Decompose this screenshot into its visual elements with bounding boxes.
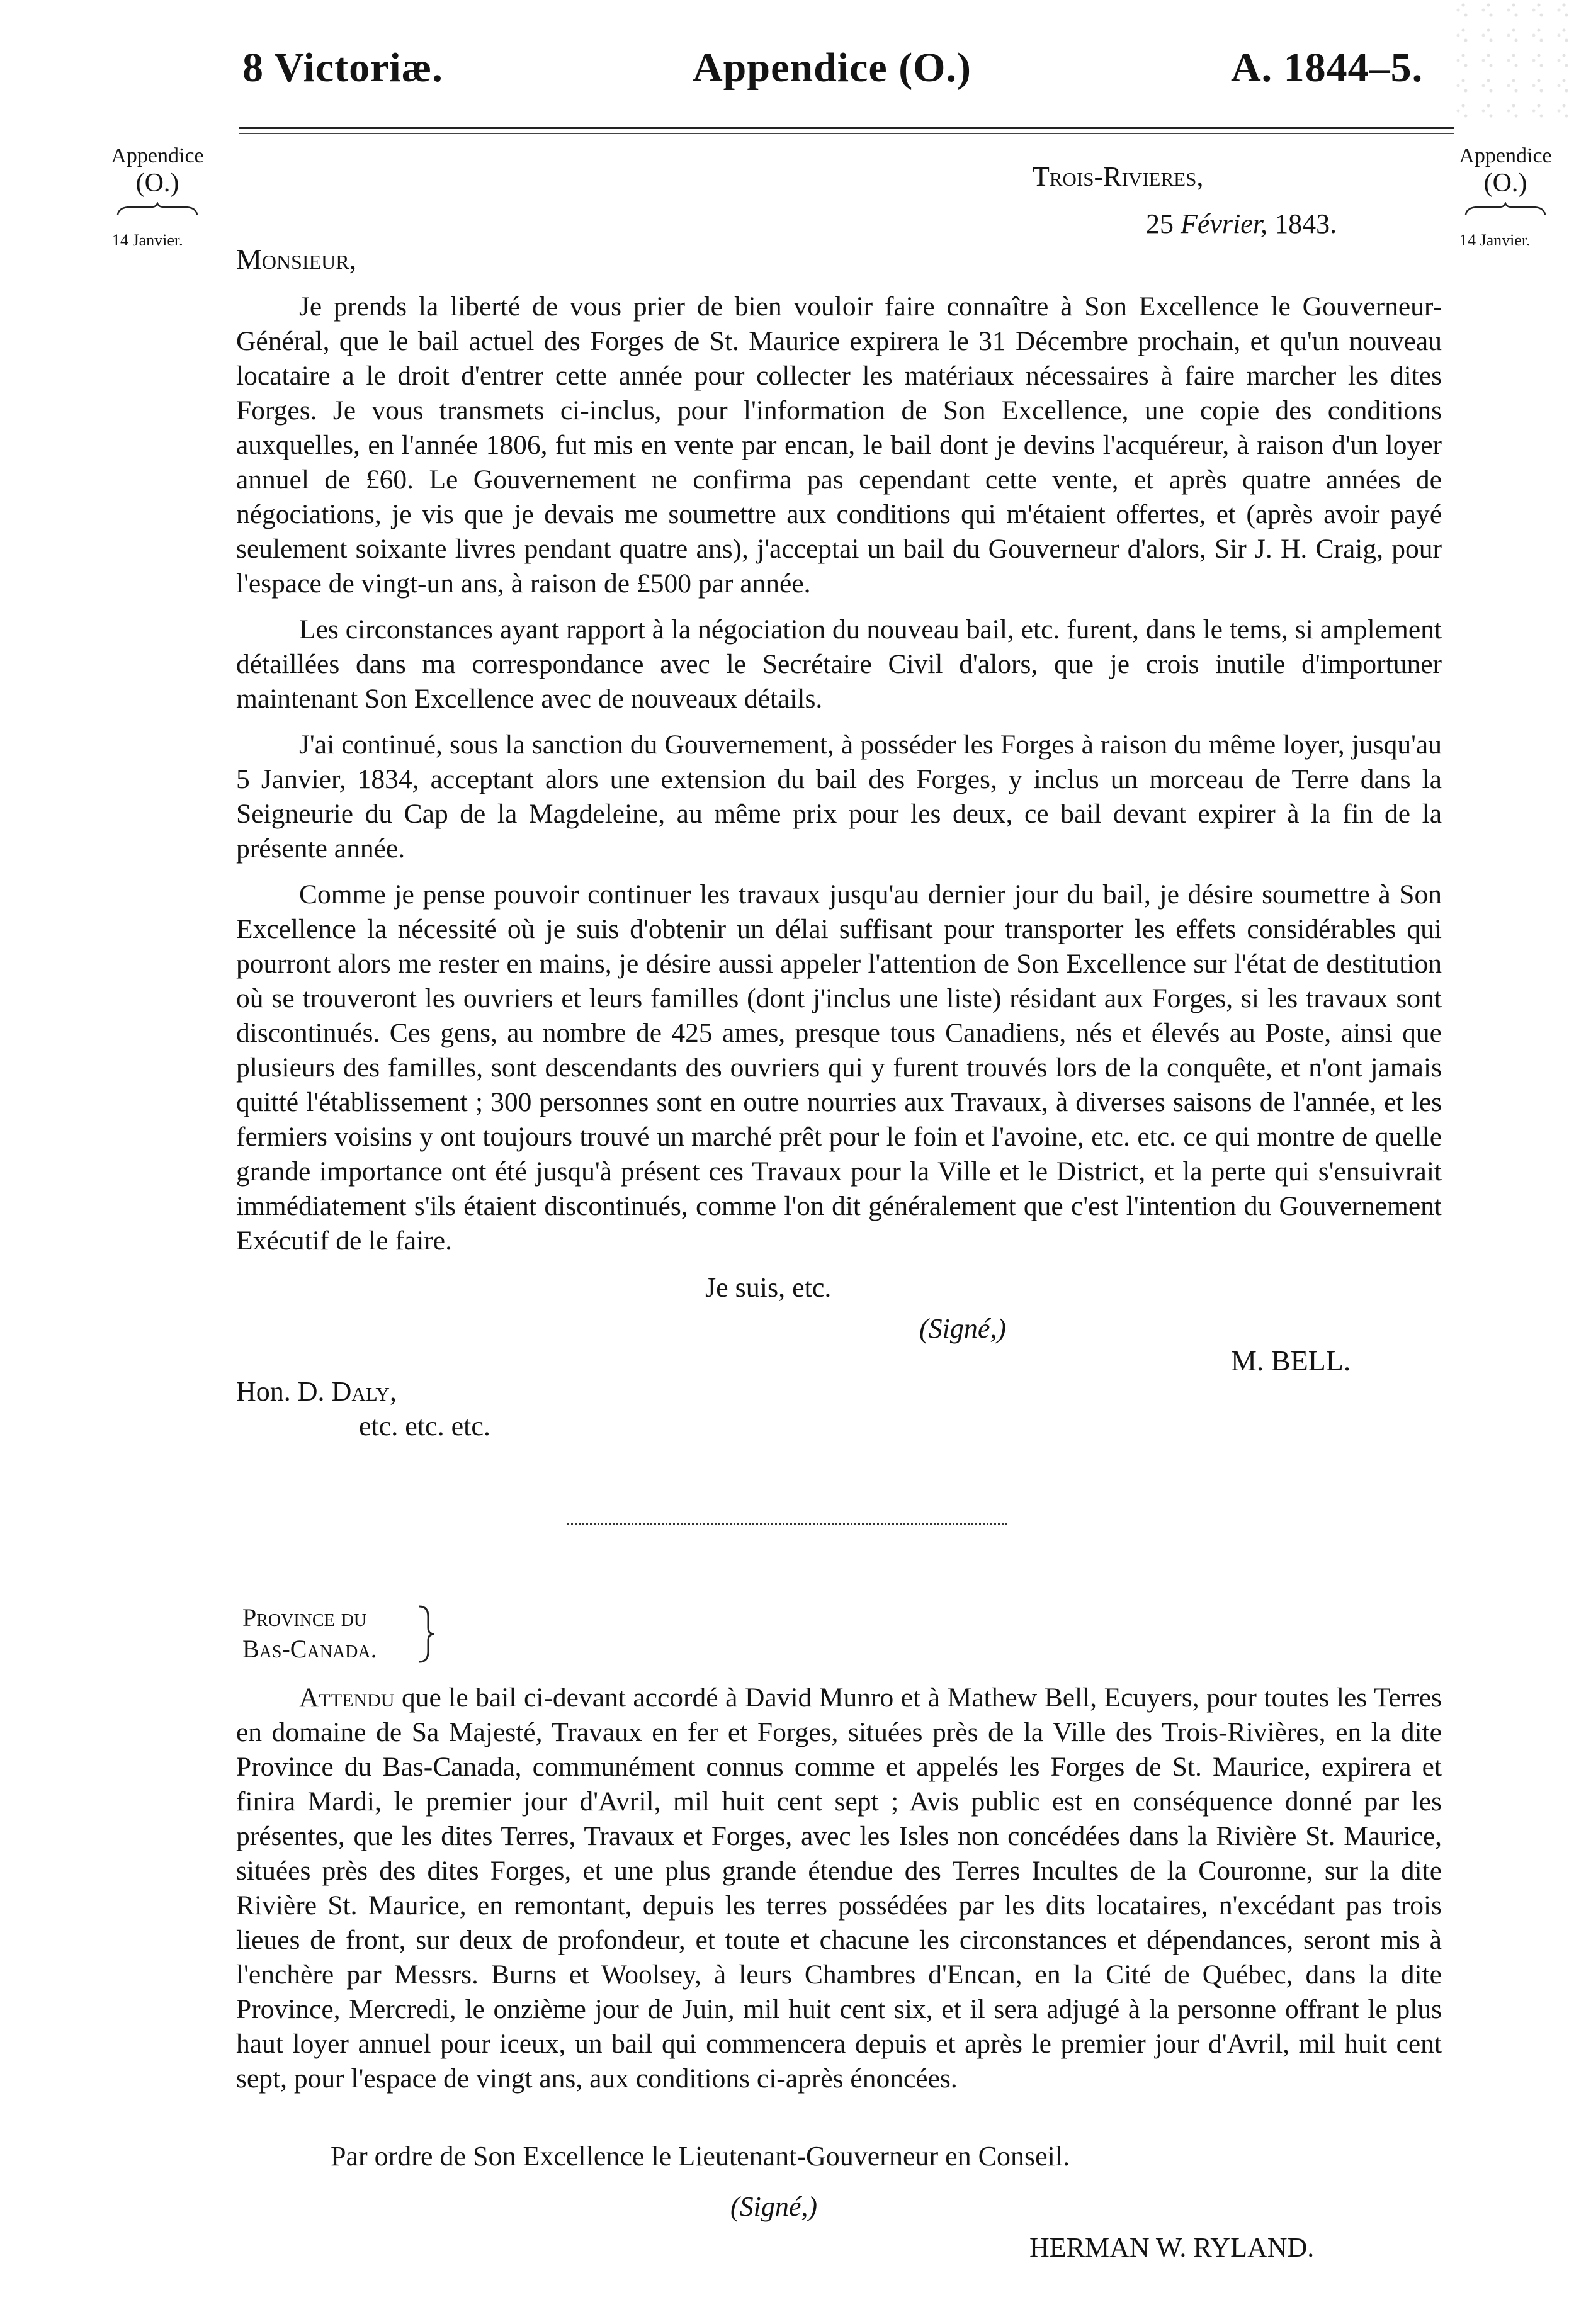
letter-paragraph-2: Les circonstances ayant rapport à la négociation du nouveau bail, etc. furent, dans le tems, si amplement détaillées dans ma correspondance avec le Secrétaire Civil d'alors, que je crois inutile d'importuner maintenant Son Excellence avec de nouveaux détails.: [236, 614, 1442, 714]
letter-place: Trois-Rivieres,: [1033, 161, 1204, 192]
margin-date: 14 Janvier.: [112, 231, 183, 250]
brace-icon: [116, 202, 198, 216]
section-separator: [567, 1523, 1007, 1525]
margin-note-right: [1446, 144, 1565, 250]
scan-speckle: [1443, 0, 1569, 126]
letter-signature: M. BELL.: [1231, 1345, 1351, 1377]
letter-date-day: 25: [1146, 208, 1174, 239]
margin-appendix-letter: (O.): [1483, 169, 1527, 198]
brace-icon: [1464, 202, 1546, 216]
notice-paragraph: [236, 1681, 1442, 2096]
notice-signature: HERMAN W. RYLAND.: [1029, 2232, 1315, 2263]
curly-brace-icon: [416, 1604, 437, 1664]
letter-date-month: Février,: [1181, 208, 1268, 239]
header-rule-bottom: [239, 133, 1454, 134]
margin-date: 14 Janvier.: [1459, 231, 1531, 250]
addressee-etc: etc. etc. etc.: [359, 1411, 490, 1441]
letter-body: [236, 290, 1442, 1258]
notice-body: [236, 1681, 1442, 2096]
margin-label: Appendice: [111, 144, 204, 167]
province-line-2: Bas-Canada.: [242, 1635, 377, 1663]
letter-addressee: [236, 1375, 397, 1407]
letter-paragraph-1: Je prends la liberté de vous prier de bien vouloir faire connaître à Son Excellence le Gouverneur-Général, que le bail actuel des Forges de St. Maurice expirera le 31 Décembre prochain, et qu'un nouveau locataire a le droit d'entrer cette année pour collecter les matériaux nécessaires à faire marcher les dites Forges. Je vous transmets ci-inclus, pour l'information de Son Excellence, une copie des conditions auxquelles, en l'année 1806, fut mis en vente par encan, le bail dont je devins l'acquéreur, à raison d'un loyer annuel de £60. Le Gouvernement ne confirma pas cependant cette vente, et après quatre années de négociations, je vis que je devais me soumettre aux conditions qui m'étaient offertes, et (après avoir payé seulement soixante livres pendant quatre ans), j'acceptai un bail du Gouverneur d'alors, Sir J. H. Craig, pour l'espace de vingt-un ans, à raison de £500 par année.: [236, 291, 1442, 599]
letter-salutation: Monsieur,: [236, 243, 357, 275]
province-line-1: Province du: [242, 1603, 367, 1632]
addressee-prefix: Hon. D.: [236, 1376, 325, 1407]
margin-note-left: [94, 144, 220, 250]
margin-appendix-letter: (O.): [135, 169, 179, 198]
header-title: Appendice (O.): [693, 45, 971, 91]
margin-label: Appendice: [1459, 144, 1552, 167]
letter-paragraph-4: Comme je pense pouvoir continuer les travaux jusqu'au dernier jour du bail, je désire soumettre à Son Excellence la nécessité où je suis d'obtenir un délai suffisant pour transporter les effets considérables qui pourront alors me rester en mains, je désire aussi appeler l'attention de Son Excellence sur l'état de destitution où se trouveront les ouvriers et leurs familles (dont j'inclus une liste) résidant aux Forges, si les travaux sont discontinués. Ces gens, au nombre de 425 ames, presque tous Canadiens, nés et élevés au Poste, ainsi que plusieurs des familles, sont descendants des ouvriers qui y furent trouvés lors de la conquête, et n'ont jamais quitté l'établissement ; 300 personnes sont en outre nourries aux Travaux, à diverses saisons de l'année, et les fermiers voisins y ont toujours trouvé un marché prêt pour le foin et l'avoine, etc. etc. ce qui montre de quelle grande importance ont été jusqu'à présent ces Travaux pour la Ville et le District, et la perte qui s'ensuivrait immédiatement s'ils étaient discontinués, comme l'on dit généralement que c'est l'intention du Gouvernement Exécutif de le faire.: [236, 879, 1442, 1256]
header-session: 8 Victoriæ.: [242, 45, 443, 91]
notice-text: que le bail ci-devant accordé à David Munro et à Mathew Bell, Ecuyers, pour toutes les Terres en domaine de Sa Majesté, Travaux en fer et Forges, situées près de la Ville des Trois-Rivières, en la dite Province du Bas-Canada, communément connus comme et appelés les Forges de St. Maurice, expirera et finira Mardi, le premier jour d'Avril, mil huit cent sept ; Avis public est en conséquence donné par les présentes, que les dites Terres, Travaux et Forges, avec les Isles non concédées dans la Rivière St. Maurice, situées près des dites Forges, et une plus grande étendue des Terres Incultes de la Couronne, sur la dite Rivière St. Maurice, en remontant, depuis les terres possédées par les dits locataires, n'excédant pas trois lieues de front, sur deux de profondeur, et toute et chacune les circonstances et dépendances, seront mis à l'enchère par Messrs. Burns et Woolsey, à leurs Chambres d'Encan, en la Cité de Québec, dans la dite Province, Mercredi, le onzième jour de Juin, mil huit cent six, et il sera adjugé à la personne offrant le plus haut loyer annuel pour iceux, un bail qui commencera depuis et après le premier jour d'Avril, mil huit cent sept, pour l'espace de vingt ans, aux conditions ci-après énoncées.: [236, 1683, 1442, 2094]
letter-closing: Je suis, etc.: [705, 1272, 832, 1303]
header-year: A. 1844–5.: [1231, 45, 1424, 91]
notice-lead-word: Attendu: [299, 1683, 395, 1713]
notice-order: Par ordre de Son Excellence le Lieutenant-Gouverneur en Conseil.: [331, 2141, 1070, 2172]
province-heading: [242, 1602, 377, 1665]
letter-paragraph-3: J'ai continué, sous la sanction du Gouvernement, à posséder les Forges à raison du même loyer, jusqu'au 5 Janvier, 1834, acceptant alors une extension du bail des Forges, y inclus un morceau de Terre dans la Seigneurie du Cap de la Magdeleine, au même prix pour les deux, ce bail devant expirer à la fin de la présente année.: [236, 730, 1442, 864]
letter-date: [1146, 208, 1337, 240]
letter-signed-note: (Signé,): [919, 1313, 1007, 1344]
addressee-name: Daly,: [331, 1376, 397, 1407]
notice-signed-note: (Signé,): [730, 2191, 818, 2222]
letter-date-year: 1843.: [1274, 208, 1337, 239]
header-rule-top: [239, 127, 1454, 129]
